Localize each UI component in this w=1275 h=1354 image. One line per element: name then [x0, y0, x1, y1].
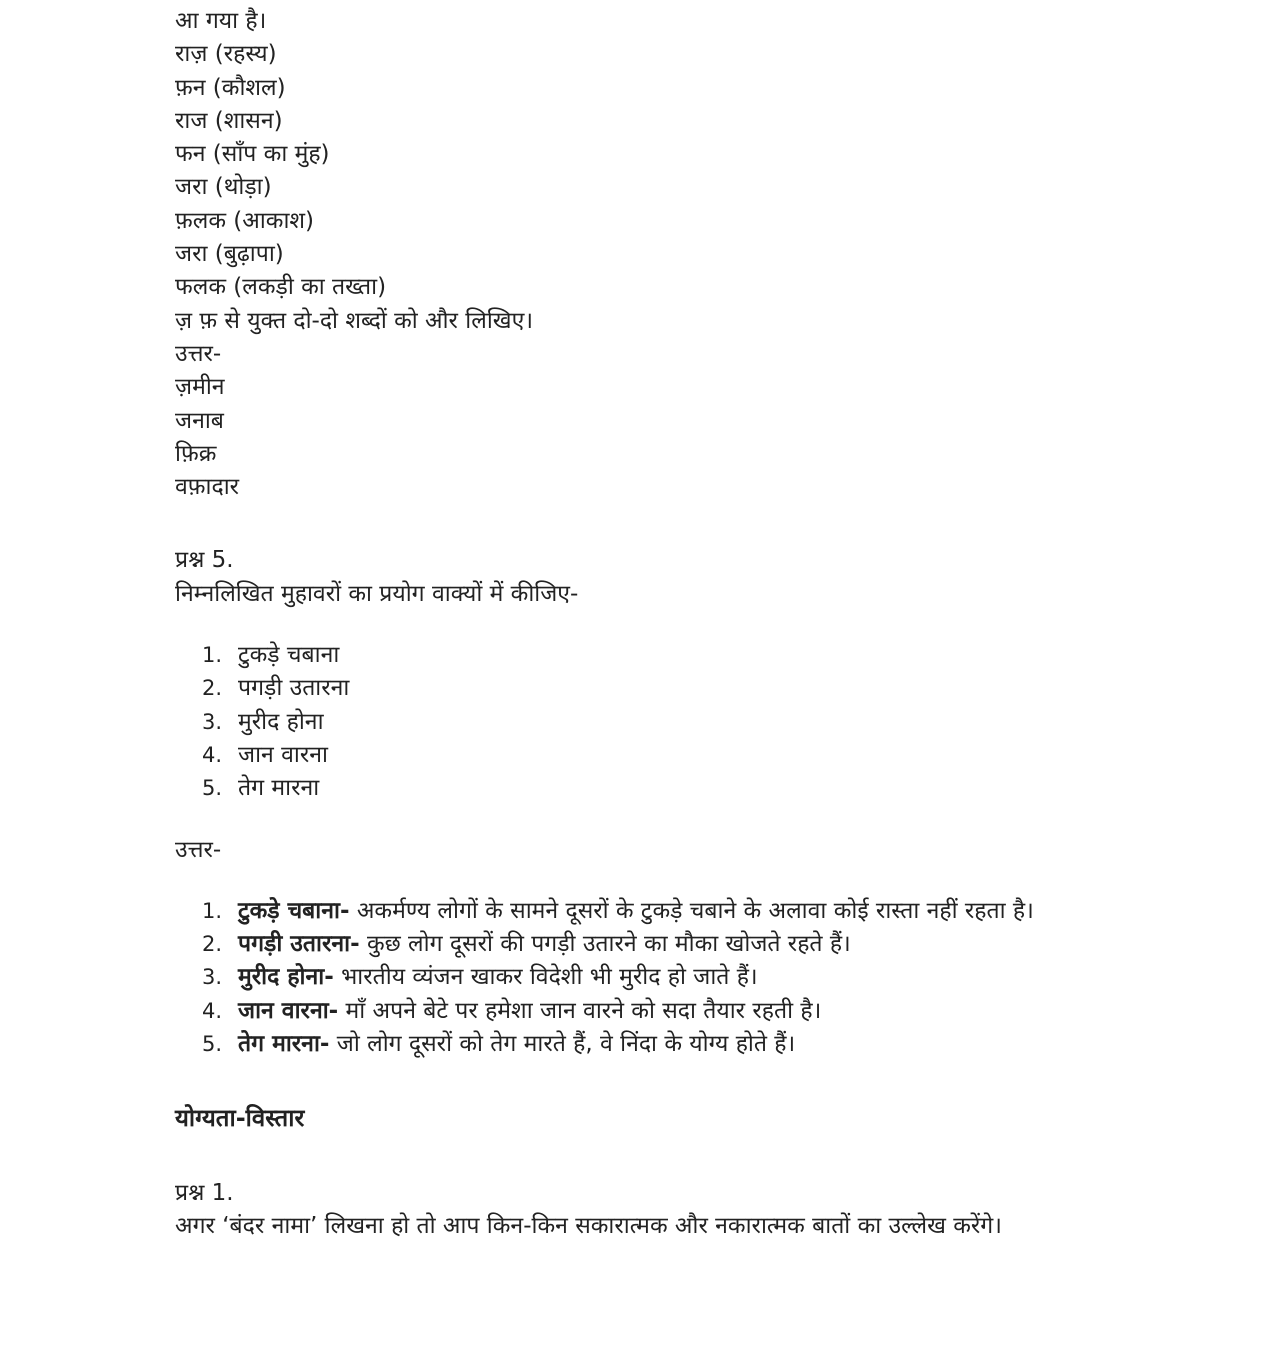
idiom-sentence: माँ अपने बेटे पर हमेशा जान वारने को सदा तैयार रहती है।	[338, 997, 822, 1024]
list-number: 3.	[202, 709, 223, 734]
text-line: जरा (थोड़ा)	[175, 174, 272, 201]
list-item	[175, 895, 1155, 928]
text-line: राज़ (रहस्य)	[175, 41, 277, 68]
idiom-term: मुरीद होना-	[238, 964, 334, 991]
answer-word: ज़मीन	[175, 374, 225, 401]
question-5-label: प्रश्न 5.	[175, 547, 234, 574]
list-number: 5.	[202, 1032, 223, 1057]
text-line: आ गया है।	[175, 8, 267, 34]
idiom-term: तेग मारना-	[238, 1031, 330, 1058]
idiom-sentence: भारतीय व्यंजन खाकर विदेशी भी मुरीद हो जाते हैं।	[333, 964, 758, 991]
idiom-term: टुकड़े चबाना-	[238, 897, 350, 924]
text-line: फ़न (कौशल)	[175, 74, 286, 101]
text-line: राज (शासन)	[175, 107, 283, 134]
idiom-sentence: कुछ लोग दूसरों की पगड़ी उतारने का मौका खोजते रहते हैं।	[359, 931, 851, 958]
list-item	[175, 739, 1155, 772]
idiom-text: टुकड़े चबाना	[238, 642, 340, 669]
text-line: जरा (बुढ़ापा)	[175, 241, 284, 268]
text-line: फन (साँप का मुंह)	[175, 141, 330, 168]
list-item	[175, 1028, 1155, 1061]
question-line: ज़ फ़ से युक्त दो-दो शब्दों को और लिखिए।	[175, 307, 534, 334]
text-line: फलक (लकड़ी का तख्ता)	[175, 274, 387, 301]
idiom-text: तेग मारना	[238, 775, 320, 802]
list-number: 2.	[202, 932, 223, 957]
list-number: 1.	[202, 643, 223, 668]
list-number: 4.	[202, 998, 223, 1023]
answer-list	[175, 895, 1155, 1061]
answer-word: फ़िक्र	[175, 440, 217, 467]
idiom-sentence: जो लोग दूसरों को तेग मारते हैं, वे निंदा के योग्य होते हैं।	[329, 1031, 796, 1058]
idiom-term: जान वारना-	[238, 997, 339, 1024]
idiom-term: पगड़ी उतारना-	[238, 931, 360, 958]
list-item	[175, 639, 1155, 672]
document-content	[175, 5, 1155, 1243]
list-number: 5.	[202, 776, 223, 801]
answer-word: जनाब	[175, 407, 224, 434]
idiom-text: मुरीद होना	[238, 708, 324, 735]
list-item	[175, 706, 1155, 739]
text-line: फ़लक (आकाश)	[175, 207, 315, 234]
list-number: 4.	[202, 742, 223, 767]
list-item	[175, 961, 1155, 994]
list-number: 2.	[202, 676, 223, 701]
list-item	[175, 772, 1155, 805]
idiom-sentence: अकर्मण्य लोगों के सामने दूसरों के टुकड़े चबाने के अलावा कोई रास्ता नहीं रहता है।	[349, 897, 1034, 924]
answer-label: उत्तर-	[175, 836, 222, 863]
question-5-text: निम्नलिखित मुहावरों का प्रयोग वाक्यों में कीजिए-	[175, 580, 579, 607]
answer-word: वफ़ादार	[175, 474, 240, 501]
list-number: 3.	[202, 965, 223, 990]
list-number: 1.	[202, 898, 223, 923]
question-1-label: प्रश्न 1.	[175, 1179, 234, 1206]
list-item	[175, 995, 1155, 1028]
idiom-list	[175, 639, 1155, 805]
idiom-text: पगड़ी उतारना	[238, 675, 350, 702]
list-item	[175, 672, 1155, 705]
answer-label: उत्तर-	[175, 340, 222, 367]
idiom-text: जान वारना	[238, 741, 328, 768]
section-heading: योग्यता-विस्तार	[175, 1104, 305, 1133]
question-1-text: अगर ‘बंदर नामा’ लिखना हो तो आप किन-किन सकारात्मक और नकारात्मक बातों का उल्लेख करेंगे।	[175, 1212, 1002, 1239]
list-item	[175, 928, 1155, 961]
